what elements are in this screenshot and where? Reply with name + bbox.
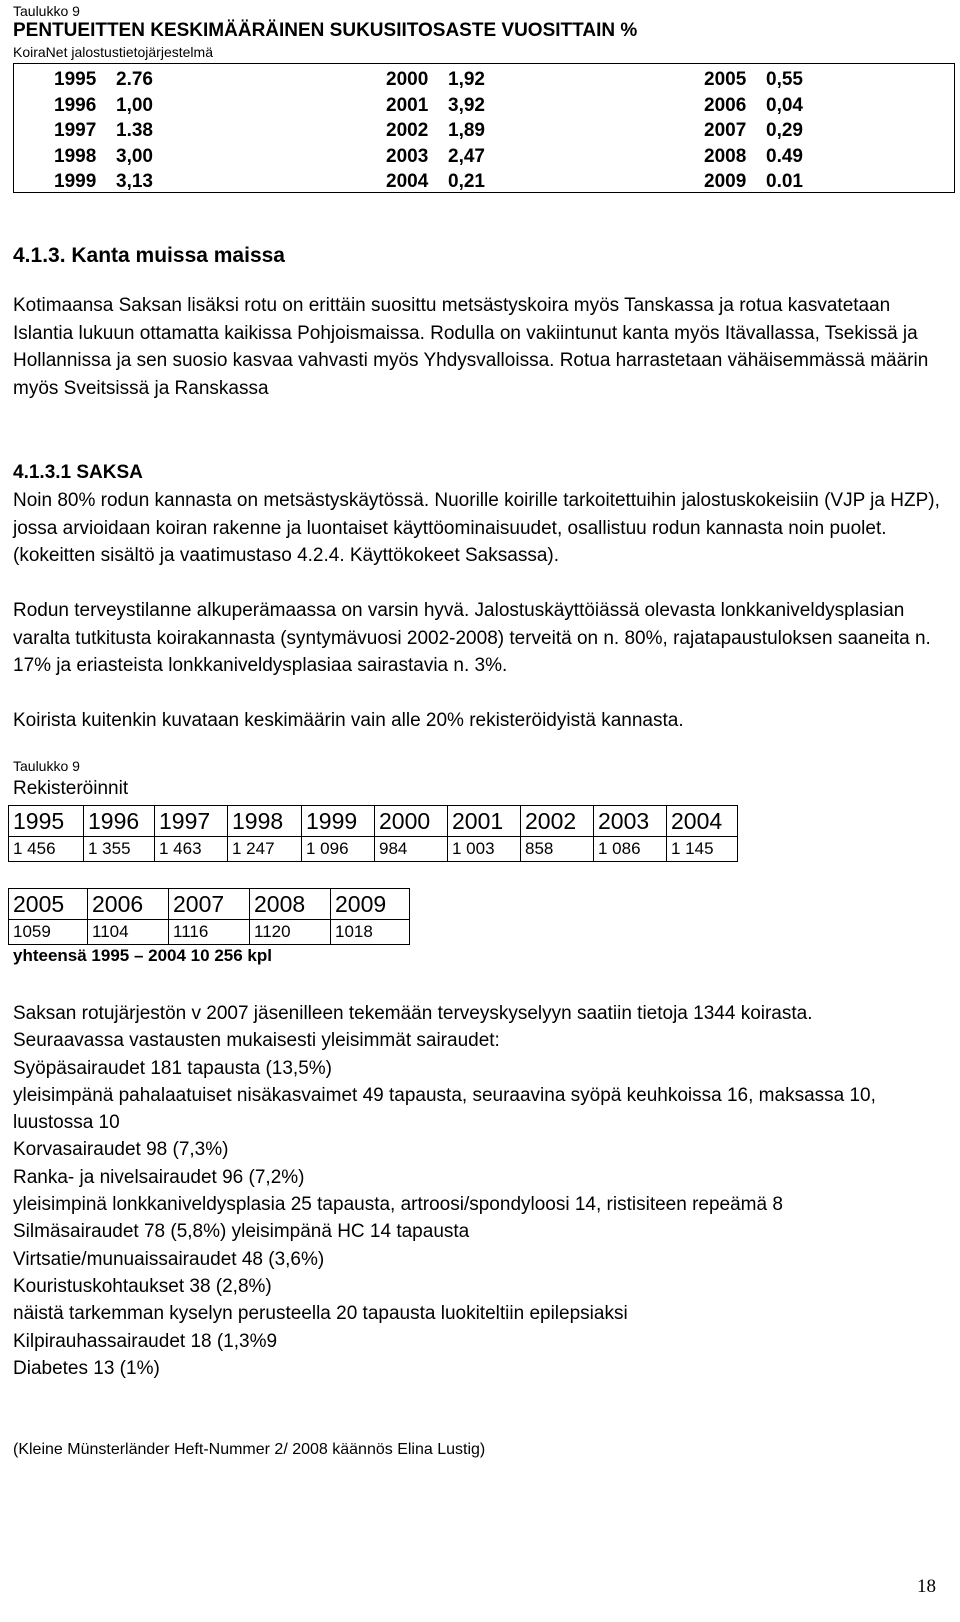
registrations-table-1 — [8, 805, 738, 862]
registrations-caption: Taulukko 9 — [13, 758, 80, 774]
table-row: 2006 0,04 — [704, 94, 803, 116]
table-row: 1998 3,00 — [54, 145, 153, 167]
table-cell: 1 247 — [228, 837, 302, 862]
table-title: PENTUEITTEN KESKIMÄÄRÄINEN SUKUSIITOSASTE VUOSITTAIN % — [13, 20, 638, 41]
survey-line: Kilpirauhassairaudet 18 (1,3%9 — [13, 1330, 278, 1352]
table-cell: 1120 — [250, 920, 331, 945]
table-cell: 1998 — [228, 806, 302, 837]
survey-line: Syöpäsairaudet 181 tapausta (13,5%) — [13, 1057, 332, 1079]
table-row: 2003 2,47 — [386, 145, 485, 167]
table-cell: 2008 — [250, 889, 331, 920]
survey-line: yleisimpänä pahalaatuiset nisäkasvaimet 49 tapausta, seuraavina syöpä keuhkoissa 16, maksassa 10, luustossa 10 — [13, 1084, 876, 1134]
survey-line: Virtsatie/munuaissairaudet 48 (3,6%) — [13, 1248, 325, 1270]
table-row — [9, 920, 410, 945]
table-row: 2001 3,92 — [386, 94, 485, 116]
survey-line: Kouristuskohtaukset 38 (2,8%) — [13, 1275, 272, 1297]
table-cell: 2000 — [375, 806, 448, 837]
table-cell: 1996 — [84, 806, 155, 837]
table-row: 2009 0.01 — [704, 171, 803, 192]
table-cell: 1999 — [302, 806, 375, 837]
inbreeding-table — [13, 63, 955, 193]
table-cell: 1018 — [331, 920, 410, 945]
table-cell: 1 096 — [302, 837, 375, 862]
table-cell: 1 086 — [594, 837, 667, 862]
table-row — [9, 837, 738, 862]
registrations-total: yhteensä 1995 – 2004 10 256 kpl — [13, 946, 272, 965]
inbreeding-column-1 — [54, 67, 153, 195]
photography-paragraph: Koirista kuitenkin kuvataan keskimäärin vain alle 20% rekisteröidyistä kannasta. — [13, 710, 684, 731]
table-cell: 1059 — [9, 920, 88, 945]
table-row: 2007 0,29 — [704, 120, 803, 141]
inbreeding-column-3 — [704, 67, 803, 195]
table-cell: 2003 — [594, 806, 667, 837]
table-row: 1995 2.76 — [54, 69, 153, 90]
table-cell: 2009 — [331, 889, 410, 920]
table-cell: 1 145 — [667, 837, 738, 862]
survey-line: Saksan rotujärjestön v 2007 jäsenilleen tekemään terveyskyselyyn saatiin tietoja 1344 koirasta. — [13, 1003, 813, 1024]
section-heading: 4.1.3. Kanta muissa maissa — [13, 244, 285, 267]
table-cell: 2007 — [169, 889, 250, 920]
registrations-title: Rekisteröinnit — [13, 778, 129, 799]
health-paragraph: Rodun terveystilanne alkuperämaassa on varsin hyvä. Jalostuskäyttöiässä olevasta lonkkaniveldysplasian varalta tutkitusta koirakannasta (syntymävuosi 2002-2008) terveitä on n. 80%, rajatapaustuloksen saaneita n. 17% ja eriasteista lonkkaniveldysplasiaa sairastavia n. 3%. — [13, 600, 931, 676]
survey-line: Silmäsairaudet 78 (5,8%) yleisimpänä HC 14 tapausta — [13, 1221, 470, 1243]
table-cell: 1 456 — [9, 837, 84, 862]
table-cell: 1 463 — [155, 837, 228, 862]
table-row — [9, 806, 738, 837]
table-row: 1996 1,00 — [54, 94, 153, 116]
table-cell: 858 — [521, 837, 594, 862]
subsection-paragraph: Noin 80% rodun kannasta on metsästyskäytössä. Nuorille koirille tarkoitettuihin jalostuskokeisiin (VJP ja HZP), jossa arvioidaan koiran rakenne ja luontaiset käyttöominaisuudet, osallistuu rodun kannasta noin puolet.(kokeitten sisältö ja vaatimustaso 4.2.4. Käyttökokeet Saksassa). — [13, 490, 940, 566]
subsection-heading: 4.1.3.1 SAKSA — [13, 462, 143, 483]
table-row: 2008 0.49 — [704, 145, 803, 167]
survey-line: yleisimpinä lonkkaniveldysplasia 25 tapausta, artroosi/spondyloosi 14, ristisiteen repeämä 8 — [13, 1194, 783, 1216]
table-cell: 2004 — [667, 806, 738, 837]
table-cell: 2001 — [448, 806, 521, 837]
table-cell: 1116 — [169, 920, 250, 945]
table-source: KoiraNet jalostustietojärjestelmä — [13, 44, 213, 60]
survey-block — [13, 1000, 943, 1382]
table-row: 2004 0,21 — [386, 171, 485, 192]
survey-line: Seuraavassa vastausten mukaisesti yleisimmät sairaudet: — [13, 1030, 500, 1052]
survey-line: Korvasairaudet 98 (7,3%) — [13, 1139, 229, 1161]
table-cell: 984 — [375, 837, 448, 862]
table-cell: 1 003 — [448, 837, 521, 862]
section-paragraph: Kotimaansa Saksan lisäksi rotu on erittäin suosittu metsästyskoira myös Tanskassa ja rotua kasvatetaan Islantia lukuun ottamatta kaikissa Pohjoismaissa. Rodulla on vakiintunut kanta myös Itävallassa, Tsekissä ja Hollannissa ja sen suosio kasvaa vahvasti myös Yhdysvalloissa. Rotua harrastetaan vähäisemmässä määrin myös Sveitsissä ja Ranskassa — [13, 295, 929, 399]
table-cell: 1995 — [9, 806, 84, 837]
table-cell: 2006 — [88, 889, 169, 920]
inbreeding-column-2 — [386, 67, 485, 195]
table-cell: 1104 — [88, 920, 169, 945]
registrations-table-2 — [8, 888, 410, 945]
table-cell: 2002 — [521, 806, 594, 837]
table-row — [9, 889, 410, 920]
table-row: 2000 1,92 — [386, 69, 485, 90]
survey-line: Diabetes 13 (1%) — [13, 1357, 160, 1379]
table-row: 2002 1,89 — [386, 120, 485, 141]
table-cell: 1 355 — [84, 837, 155, 862]
survey-line: Ranka- ja nivelsairaudet 96 (7,2%) — [13, 1166, 305, 1188]
table-row: 1997 1.38 — [54, 120, 153, 141]
table-row: 2005 0,55 — [704, 69, 803, 90]
table-row: 1999 3,13 — [54, 171, 153, 192]
table-caption: Taulukko 9 — [13, 3, 80, 19]
survey-line: näistä tarkemman kyselyn perusteella 20 tapausta luokiteltiin epilepsiaksi — [13, 1303, 628, 1325]
table-cell: 2005 — [9, 889, 88, 920]
table-cell: 1997 — [155, 806, 228, 837]
page-number: 18 — [917, 1576, 936, 1597]
source-note: (Kleine Münsterländer Heft-Nummer 2/ 2008 käännös Elina Lustig) — [13, 1441, 486, 1458]
